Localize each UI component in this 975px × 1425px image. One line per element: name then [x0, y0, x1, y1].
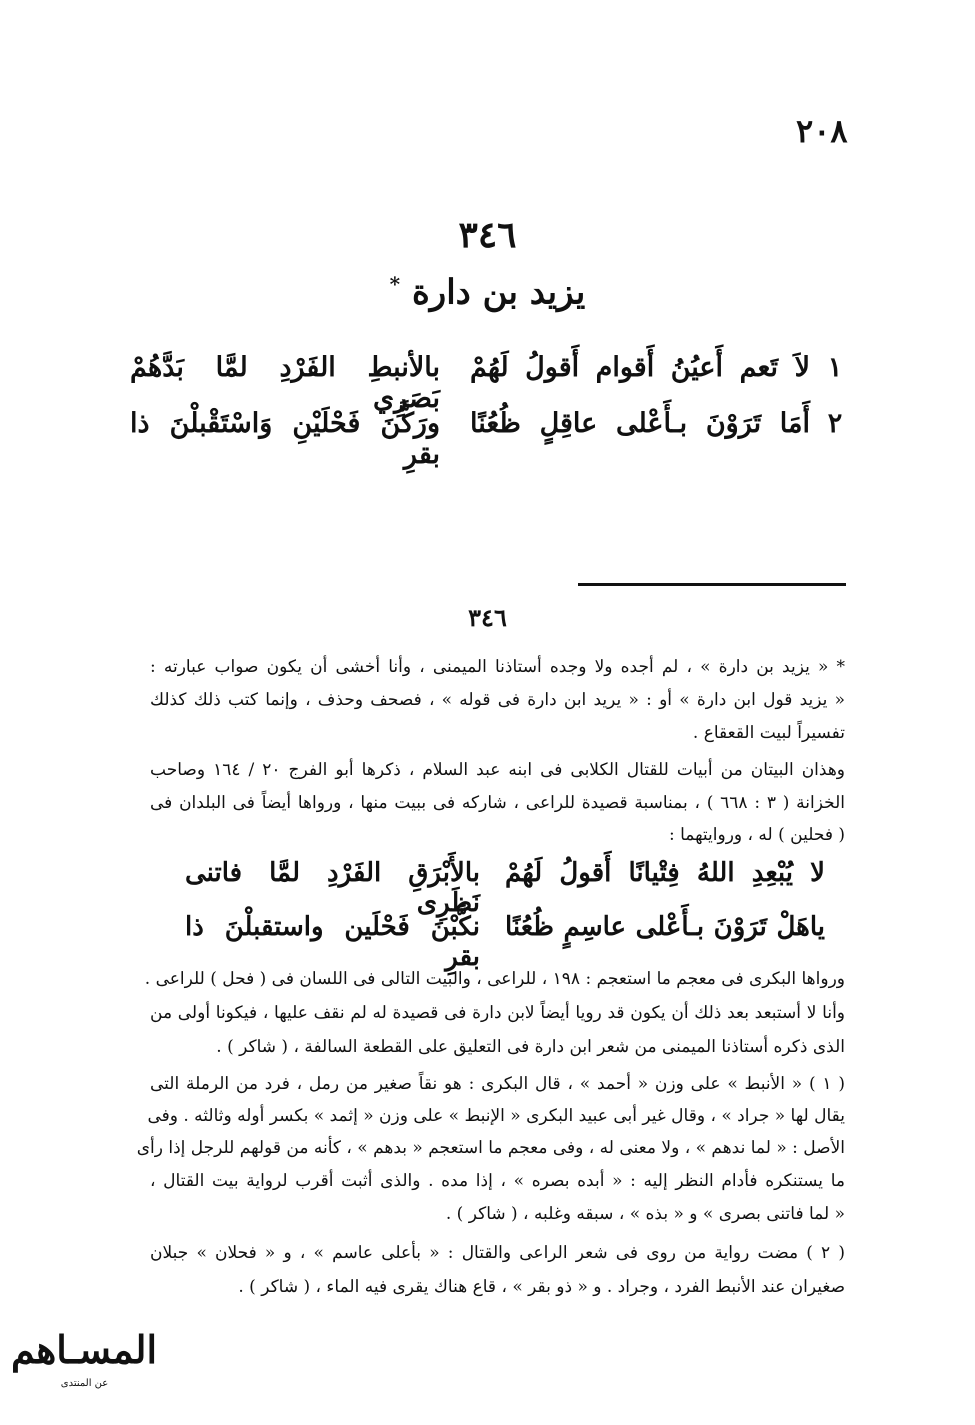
note-line: وهذان البيتان من أبيات للقتال الكلابى فى ابنه عبد السلام ، ذكرها أبو الفرج ٢٠ / ١٦٤ وصاحب — [150, 760, 845, 780]
verse-second-hemistich: ورَكَّنَ فَحْلَيْنِ وَاسْتَقْبلْنَ ذا بقرِ — [130, 408, 440, 470]
footnote-line: « لما فاتنى بصرى » و « بذه » ، سبقه وغلبه ، ( شاكر ) . — [445, 1204, 845, 1224]
verse-first-hemistich: لا يُبْعِدِ اللهُ فِتْيانًا أَقولُ لَهُمْ — [505, 858, 825, 888]
watermark-subtext: عن المنتدى — [60, 1378, 109, 1389]
footnote-line: يقال لها « جراد » ، وقال غير أبى عبيد البكرى « الإنبط » على وزن « إثمد » بكسر أوله وثالثه . وفى — [147, 1106, 845, 1126]
verse-first-hemistich: لاَ تَعم أَعيُنُ أَقوام أَقولُ لَهُمْ — [470, 352, 810, 383]
cited-verse-2 — [185, 912, 825, 972]
watermark-text: المسـاهم — [10, 1327, 157, 1372]
verse-1 — [130, 352, 850, 414]
poem-number: ٣٤٦ — [458, 214, 517, 256]
footnote-line: الأصل : « لما ندهم » ، ولا معنى له ، وفى معجم ما استعجم « بدهم » ، كأنه من قولهم للرجل إذا رأى — [136, 1138, 845, 1158]
notes-number: ٣٤٦ — [468, 603, 507, 632]
note-line: تفسيراً لبيت القعقاع . — [692, 723, 845, 743]
cited-verse-1 — [185, 858, 825, 918]
footnote-line: صغيران عند الأنبط الفرد ، وجراد . و « ذو بقر » ، قاع هناك يقرى فيه الماء ، ( شاكر ) . — [238, 1277, 845, 1297]
verse-second-hemistich: بالأَبْرَقِ الفَرْدِ لمَّا فاتنى نَظَرِى — [185, 858, 480, 918]
footnote-divider — [578, 583, 846, 586]
note-line: « يزيد قول ابن دارة » أو : « يريد ابن دارة فى قوله » ، فصحف وحذف ، وإنما كتب ذلك كذلك — [150, 690, 845, 710]
note-line: ورواها البكرى فى معجم ما استعجم : ١٩٨ ، للراعى ، والبيت التالى فى اللسان فى ( فحل ) للراعى . — [144, 969, 845, 989]
verse-number: ٢ — [827, 408, 843, 439]
footnote-mark: * — [389, 272, 401, 296]
note-line: الخزانة ( ٣ : ٦٦٨ ) ، بمناسبة قصيدة للراعى ، شاركه فى ببيت منها ، ورواها أيضاً فى البلدان فى — [150, 793, 845, 813]
verse-number: ١ — [827, 352, 843, 383]
note-line: ( فحلين ) له ، وروايتهما : — [668, 825, 845, 845]
watermark-logo — [12, 1322, 157, 1410]
poem-title-text: يزيد بن دارة — [411, 272, 586, 313]
footnote-line: ما يستنكره فأدام النظر إليه : « أبده بصره » ، إذا مده . والذى أثبت أقرب لرواية بيت القتال ، — [150, 1171, 845, 1191]
verse-second-hemistich: بالأنبطِ الفَرْدِ لمَّا بَدَّهُمْ بَصَرِي — [130, 352, 440, 414]
footnote-line: ( ٢ ) مضت رواية من روى فى شعر الراعى والقتال : « بأعلى عاسم » ، و « فحلان » جبلان — [150, 1243, 845, 1263]
verse-first-hemistich: أَمَا تَرَوْنَ بـأَعْلى عاقِلٍ ظُعُنًا — [470, 408, 810, 439]
note-line: * « يزيد بن دارة » ، لم أجده ولا وجده أستاذنا الميمنى ، وأنا أخشى أن يكون صواب عبارته : — [150, 657, 845, 677]
note-line: الذى ذكره أستاذنا الميمنى من شعر ابن دارة فى التعليق على القطعة السالفة ، ( شاكر ) . — [216, 1037, 845, 1057]
verse-2 — [130, 408, 850, 470]
note-line: وأنا لا أستبعد بعد ذلك أن يكون قد رويا أيضاً لابن دارة فى قصيدة له لم نقف عليها ، فيكونا أولى من — [150, 1003, 845, 1023]
verse-first-hemistich: ياهَلْ تَرَوْنَ بـأَعْلى عاسِمٍ ظُعُنًا — [505, 912, 825, 942]
verse-second-hemistich: نكَّبْنَ فَحْلَين واستقبلْنَ ذا بقرِ — [185, 912, 480, 972]
poem-title — [0, 272, 975, 312]
footnote-line: ( ١ ) « الأنبط » على وزن « أحمد » ، قال البكرى : هو نقاً صغير من رمل ، فرد من الرملة التى — [150, 1074, 845, 1094]
page-number: ٢٠٨ — [796, 112, 848, 150]
